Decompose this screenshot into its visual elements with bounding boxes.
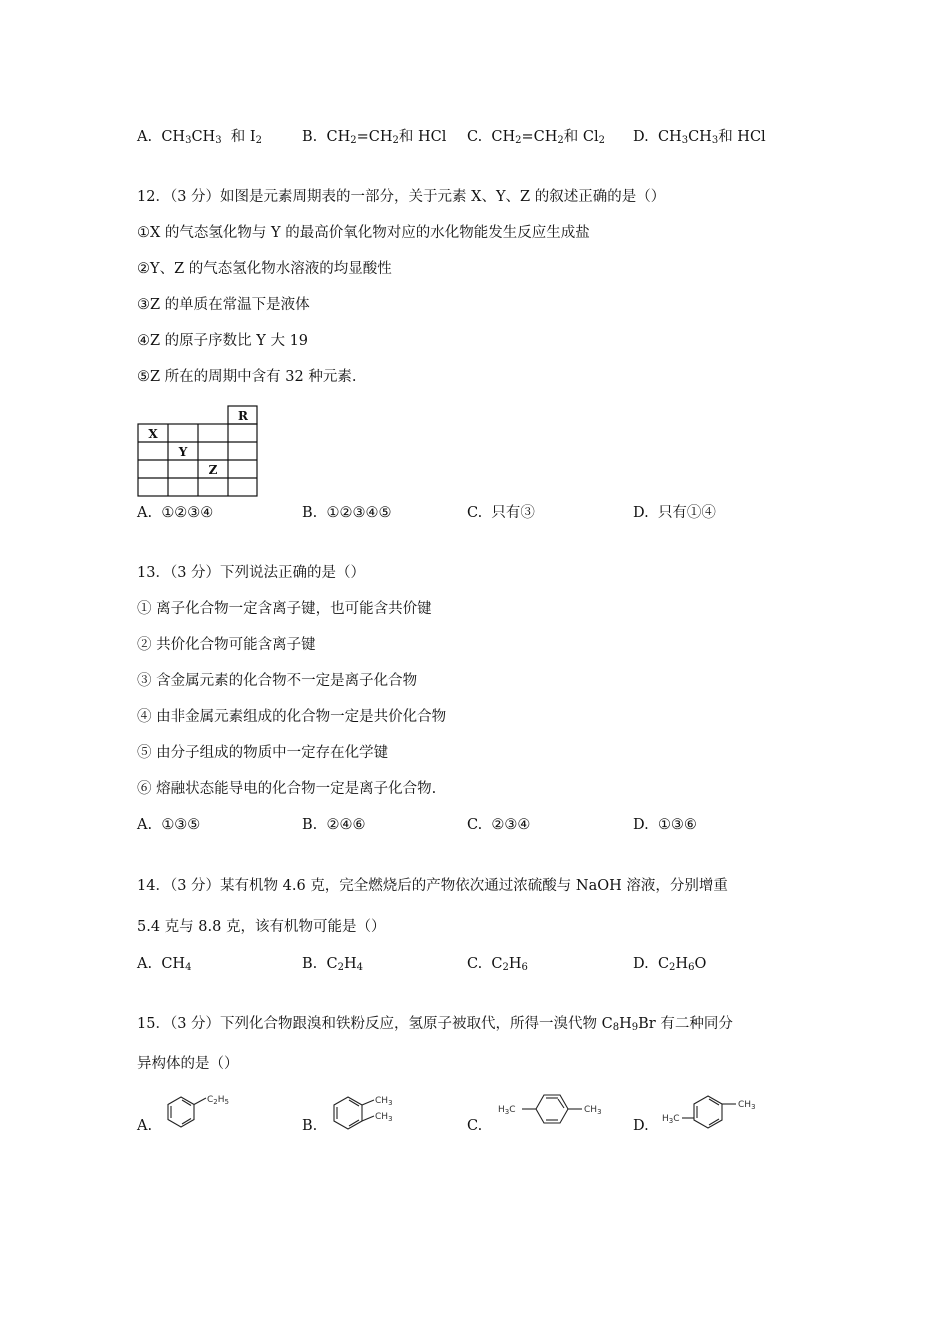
q13-item: ④ 由非金属元素组成的化合物一定是共价化合物	[137, 709, 447, 725]
o-xylene-structure	[326, 1088, 411, 1136]
q13-item: ⑤ 由分子组成的物质中一定存在化学键	[137, 745, 389, 761]
formula: $C_2H_6O$	[657, 956, 707, 973]
q14-option-c: C. $C_2H_6$	[467, 956, 528, 973]
ethylbenzene-structure	[160, 1090, 245, 1135]
q15-stem-cont: 异构体的是（）	[137, 1056, 239, 1072]
q13-option-b: B. ②④⑥	[302, 817, 366, 833]
q11-option-a: A. $CH_3CH_3$ 和 $I_2$	[137, 129, 262, 146]
q11-option-d: D. $CH_3CH_3$和 HCl	[633, 129, 766, 146]
q11-option-c: C. $CH_2=CH_2$和 $Cl_2$	[467, 129, 606, 146]
formula: $CH_2=CH_2$和 $Cl_2$	[491, 129, 606, 146]
substituent-label: CH3	[375, 1096, 393, 1107]
q14-option-a: A. $CH_4$	[137, 956, 192, 973]
q12-item: ②Y、Z 的气态氢化物水溶液的均显酸性	[137, 261, 392, 277]
substituent-label: CH3	[375, 1112, 393, 1123]
formula: $CH_3CH_3$和 HCl	[657, 129, 766, 146]
substituent-label: H3C	[662, 1114, 680, 1125]
q13-stem: 13．（3 分）下列说法正确的是（）	[137, 565, 366, 581]
table-label-z: Z	[208, 463, 218, 477]
table-label-y: Y	[178, 445, 188, 459]
formula: $CH_3CH_3$ 和 $I_2$	[161, 129, 262, 146]
substituent-label: H3C	[498, 1105, 516, 1116]
formula: $CH_4$	[161, 956, 192, 973]
q12-stem: 12．（3 分）如图是元素周期表的一部分，关于元素 X、Y、Z 的叙述正确的是（）	[137, 189, 666, 205]
formula: $CH_2=CH_2$和 HCl	[326, 129, 447, 146]
q12-item: ⑤Z 所在的周期中含有 32 种元素.	[137, 369, 357, 385]
q12-item: ④Z 的原子序数比 Y 大 19	[137, 333, 309, 349]
q13-item: ① 离子化合物一定含离子键，也可能含共价键	[137, 601, 432, 617]
formula: $C_2H_6$	[491, 956, 528, 973]
q14-stem-cont: 5.4 克与 8.8 克，该有机物可能是（）	[137, 919, 386, 935]
q12-item: ③Z 的单质在常温下是液体	[137, 297, 310, 313]
q14-option-d: D. $C_2H_6O$	[633, 956, 707, 973]
q15-stem: 15．（3 分）下列化合物跟溴和铁粉反应，氢原子被取代，所得一溴代物 $C_8H_9Br$ 有二种同分	[137, 1016, 733, 1033]
q13-option-d: D. ①③⑥	[633, 817, 697, 833]
q12-option-d: D. 只有①④	[633, 505, 716, 521]
q15-option-a-label: A.	[137, 1118, 153, 1134]
q12-option-b: B. ①②③④⑤	[302, 505, 392, 521]
substituent-label: CH3	[738, 1100, 756, 1111]
periodic-table-fragment	[137, 405, 261, 497]
m-xylene-structure	[660, 1090, 770, 1135]
p-xylene-structure	[496, 1090, 616, 1130]
substituent-label: C2H5	[207, 1095, 230, 1106]
formula: $C_2H_4$	[326, 956, 363, 973]
q12-option-c: C. 只有③	[467, 505, 535, 521]
q13-option-c: C. ②③④	[467, 817, 531, 833]
q13-item: ② 共价化合物可能含离子键	[137, 637, 316, 653]
q12-item: ①X 的气态氢化物与 Y 的最高价氧化物对应的水化物能发生反应生成盐	[137, 225, 590, 241]
q14-option-b: B. $C_2H_4$	[302, 956, 363, 973]
q12-option-a: A. ①②③④	[137, 505, 214, 521]
q11-option-b: B. $CH_2=CH_2$和 HCl	[302, 129, 447, 146]
table-label-r: R	[238, 409, 248, 423]
substituent-label: CH3	[584, 1105, 602, 1116]
q13-item: ③ 含金属元素的化合物不一定是离子化合物	[137, 673, 418, 689]
q15-option-b-label: B.	[302, 1118, 318, 1134]
q15-option-c-label: C.	[467, 1118, 483, 1134]
q15-option-d-label: D.	[633, 1118, 649, 1134]
q14-stem: 14．（3 分）某有机物 4.6 克，完全燃烧后的产物依次通过浓硫酸与 NaOH 溶液，分别增重	[137, 878, 728, 894]
table-label-x: X	[148, 427, 158, 441]
q13-option-a: A. ①③⑤	[137, 817, 201, 833]
q13-item: ⑥ 熔融状态能导电的化合物一定是离子化合物.	[137, 781, 437, 797]
